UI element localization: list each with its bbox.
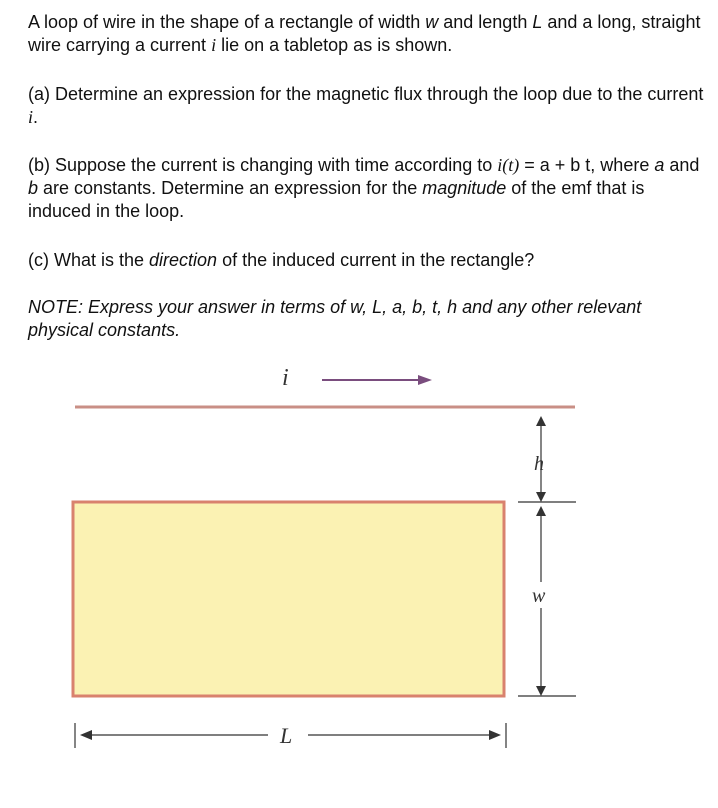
part-a [28,83,708,129]
part-b-var-b: b [28,178,39,198]
current-arrow-head [418,375,432,385]
part-b-text-2: = a + b t, where [519,155,655,175]
part-b-text-5: of the emf that is induced in the loop. [28,178,645,221]
part-b-var-a: a [654,155,665,175]
intro-text-2: and length [438,12,533,32]
intro-var-w: w [425,12,439,32]
h-arrow-bottom [536,492,546,502]
part-b-text-3: and [664,155,700,175]
note: NOTE: Express your answer in terms of w, L, a, b, t, h and any other relevant physical constants. [28,297,642,340]
w-label: w [532,585,546,607]
current-label: i [282,365,289,391]
part-b-text-1: (b) Suppose the current is changing with time according to [28,155,498,175]
loop-wire-figure [0,350,718,790]
part-b-expr: i(t) [497,155,520,175]
rectangular-loop [73,502,504,696]
h-label: h [534,453,544,475]
w-arrow-bottom [536,686,546,696]
intro-text-4: lie on a tabletop as is shown. [216,35,453,55]
part-b [28,154,708,223]
part-c [28,249,708,272]
part-a-var-i: i [28,107,34,127]
intro-var-i: i [211,35,217,55]
part-b-text-4: are constants. Determine an expression for the [38,178,423,198]
L-label: L [280,723,293,748]
part-a-text-2: . [33,107,39,127]
w-arrow-top [536,506,546,516]
part-c-direction: direction [149,250,218,270]
part-c-text-1: (c) What is the [28,250,150,270]
intro-text-3: and a long, straight wire carrying a current [28,12,701,55]
h-arrow-top [536,416,546,426]
intro-text-1: A loop of wire in the shape of a rectangle of width [28,12,426,32]
part-b-magnitude: magnitude [422,178,507,198]
part-a-text-1: (a) Determine an expression for the magnetic flux through the loop due to the current [28,84,704,104]
problem-intro [28,11,708,57]
intro-var-L: L [532,12,543,32]
part-c-text-2: of the induced current in the rectangle? [217,250,535,270]
